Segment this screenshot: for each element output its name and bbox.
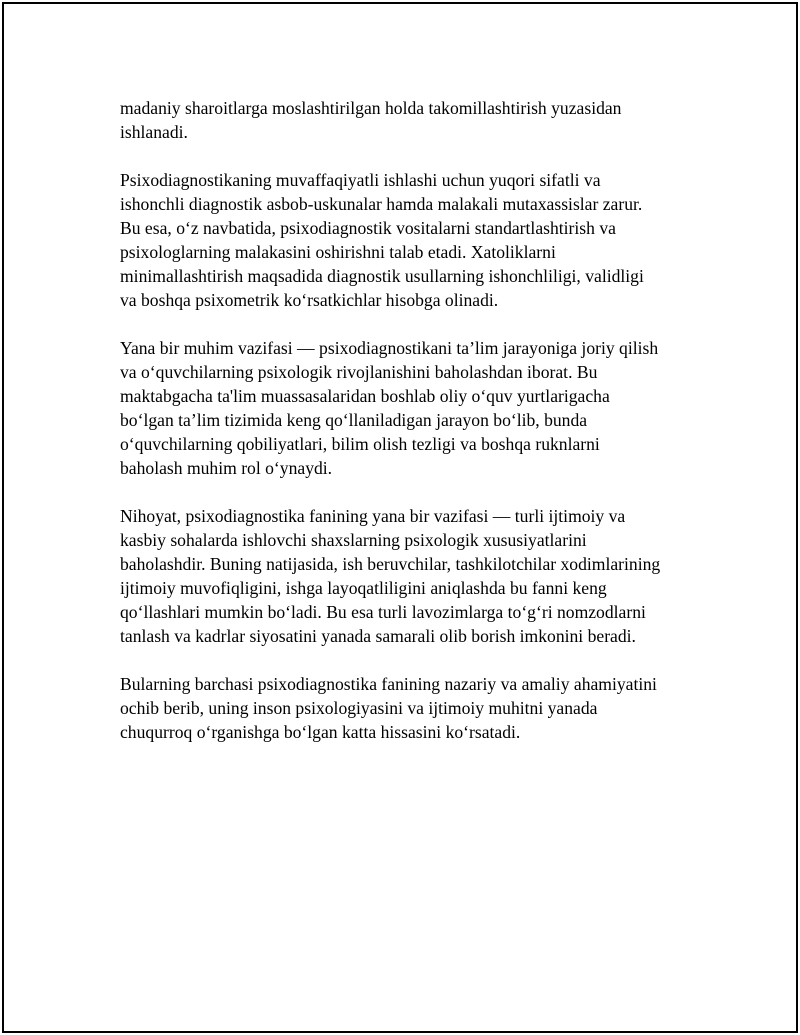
paragraph-line: ishlanadi. [120, 122, 188, 142]
paragraph-line: Bu esa, o‘z navbatida, psixodiagnostik vositalarni standartlashtirish va [120, 218, 616, 238]
paragraph-line: va boshqa psixometrik ko‘rsatkichlar hisobga olinadi. [120, 290, 499, 310]
document-page [2, 2, 798, 1033]
paragraph-line: Bularning barchasi psixodiagnostika fanining nazariy va amaliy ahamiyatini [120, 674, 657, 694]
paragraph-line: ishonchli diagnostik asbob-uskunalar hamda malakali mutaxassislar zarur. [120, 194, 643, 214]
paragraph-line: kasbiy sohalarda ishlovchi shaxslarning psixologik xususiyatlarini [120, 530, 587, 550]
paragraph-line: baholash muhim rol o‘ynaydi. [120, 458, 333, 478]
document-body [120, 96, 700, 768]
paragraph-line: madaniy sharoitlarga moslashtirilgan holda takomillashtirish yuzasidan [120, 98, 622, 118]
paragraph-line: va o‘quvchilarning psixologik rivojlanishini baholashdan iborat. Bu [120, 362, 598, 382]
paragraph-3 [120, 336, 700, 480]
paragraph-4 [120, 504, 700, 648]
paragraph-line: psixologlarning malakasini oshirishni talab etadi. Xatoliklarni [120, 242, 556, 262]
paragraph-line: o‘quvchilarning qobiliyatlari, bilim olish tezligi va boshqa ruknlarni [120, 434, 600, 454]
paragraph-line: minimallashtirish maqsadida diagnostik usullarning ishonchliligi, validligi [120, 266, 644, 286]
paragraph-line: Yana bir muhim vazifasi — psixodiagnostikani ta’lim jarayoniga joriy qilish [120, 338, 659, 358]
paragraph-line: ijtimoiy muvofiqligini, ishga layoqatliligini aniqlashda bu fanni keng [120, 578, 607, 598]
paragraph-line: ochib berib, uning inson psixologiyasini va ijtimoiy muhitni yanada [120, 698, 598, 718]
paragraph-1 [120, 96, 700, 144]
paragraph-line: Psixodiagnostikaning muvaffaqiyatli ishlashi uchun yuqori sifatli va [120, 170, 601, 190]
paragraph-line: chuqurroq o‘rganishga bo‘lgan katta hissasini ko‘rsatadi. [120, 722, 521, 742]
paragraph-5 [120, 672, 700, 744]
paragraph-line: tanlash va kadrlar siyosatini yanada samarali olib borish imkonini beradi. [120, 626, 636, 646]
paragraph-line: maktabgacha ta'lim muassasalaridan boshlab oliy o‘quv yurtlarigacha [120, 386, 610, 406]
paragraph-line: baholashdir. Buning natijasida, ish beruvchilar, tashkilotchilar xodimlarining [120, 554, 661, 574]
paragraph-line: Nihoyat, psixodiagnostika fanining yana bir vazifasi — turli ijtimoiy va [120, 506, 626, 526]
paragraph-line: qo‘llashlari mumkin bo‘ladi. Bu esa turli lavozimlarga to‘g‘ri nomzodlarni [120, 602, 646, 622]
paragraph-2 [120, 168, 700, 312]
paragraph-line: bo‘lgan ta’lim tizimida keng qo‘llaniladigan jarayon bo‘lib, bunda [120, 410, 588, 430]
